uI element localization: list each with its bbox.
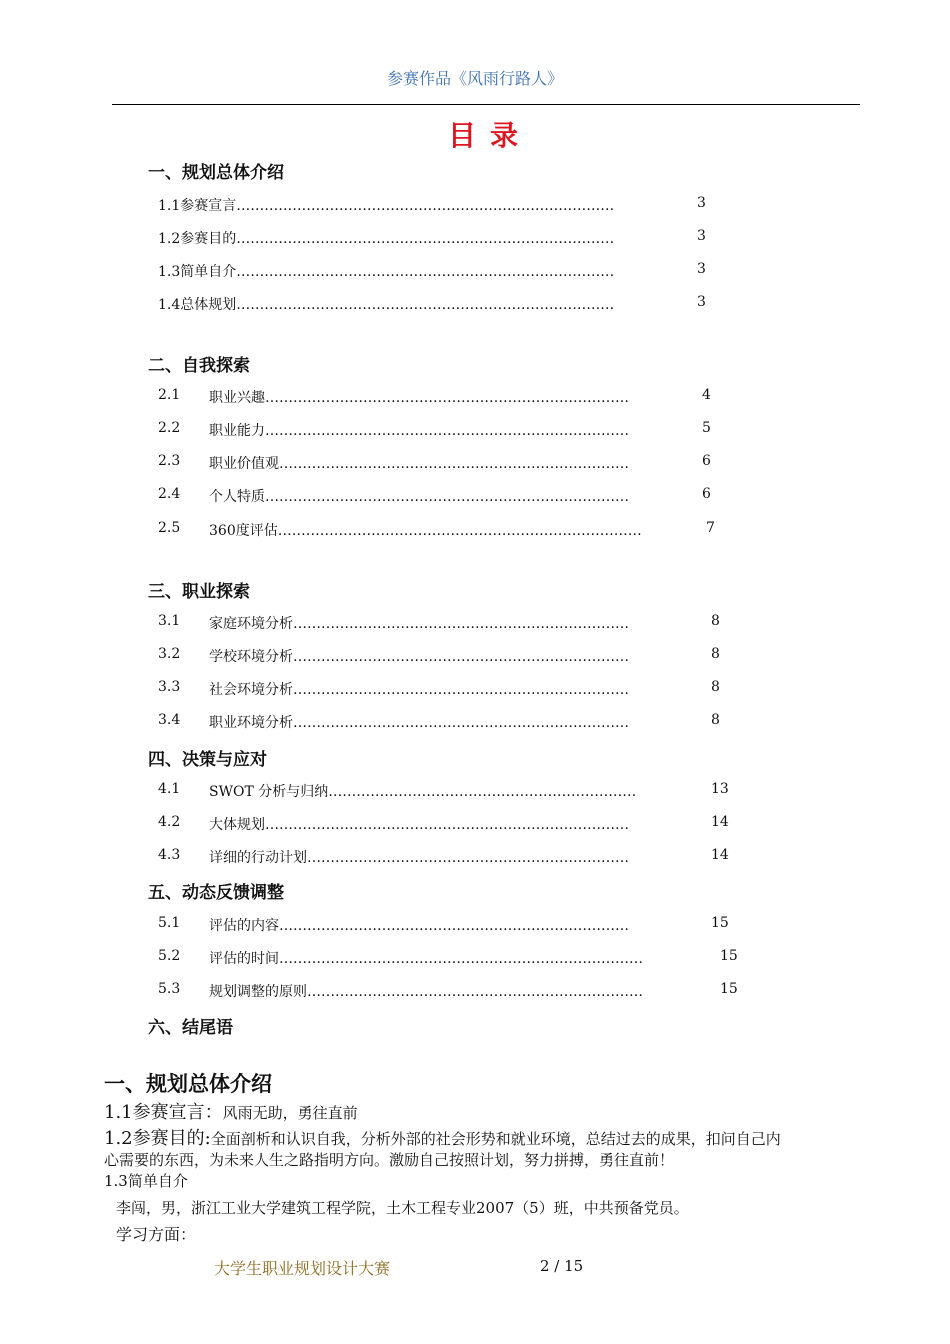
toc-entry-number: 2.5 [158,520,181,536]
toc-title: 目录 [447,119,532,152]
footer-page-number: 2 / 15 [540,1257,584,1275]
toc-section-heading: 三、职业探索 [148,582,250,602]
header-divider [112,104,860,105]
toc-entry-label[interactable]: 规划调整的原则……………………………………………………………… [209,984,643,1000]
toc-entry-label[interactable]: 学校环境分析……………………………………………………………… [209,649,629,665]
toc-entry-number: 2.2 [158,420,181,436]
toc-entry-label[interactable]: 职业能力…………………………………………………………………… [209,423,629,439]
toc-entry-label[interactable]: 1.1参赛宣言……………………………………………………………………… [158,198,615,214]
section-1-2-text-cont: 心需要的东西，为未来人生之路指明方向。激励自己按照计划，努力拼搏，勇往直前！ [104,1151,675,1169]
toc-entry-label[interactable]: 评估的时间…………………………………………………………………… [209,951,643,967]
section-1-1-label: 1.1参赛宣言： [104,1102,223,1123]
toc-entry-label[interactable]: 1.4总体规划……………………………………………………………………… [158,297,615,313]
study-heading: 学习方面： [116,1225,197,1244]
footer-contest-name: 大学生职业规划设计大赛 [214,1259,391,1278]
toc-entry-label[interactable]: 家庭环境分析……………………………………………………………… [209,616,629,632]
section-1-2-text: 全面剖析和认识自我，分析外部的社会形势和就业环境，总结过去的成果，扣问自己内 [210,1130,781,1148]
section-1-3-text: 李闯，男，浙江工业大学建筑工程学院，土木工程专业2007（5）班，中共预备党员。 [116,1199,689,1217]
toc-section-heading: 六、结尾语 [148,1018,233,1038]
section-1-3-label: 1.3简单自介 [104,1172,188,1190]
toc-section-heading: 五、动态反馈调整 [148,883,284,903]
toc-entry-number: 5.3 [158,981,181,997]
toc-entry-page: 7 [706,520,715,536]
toc-entry-label[interactable]: 详细的行动计划…………………………………………………………… [209,850,629,866]
toc-entry-number: 2.1 [158,387,181,403]
toc-entry-number: 5.1 [158,915,181,931]
toc-entry-page: 15 [720,948,738,964]
toc-entry-number: 4.3 [158,847,181,863]
toc-entry-label[interactable]: 个人特质…………………………………………………………………… [209,489,629,505]
toc-section-heading: 二、自我探索 [148,356,250,376]
toc-entry-number: 2.3 [158,453,181,469]
toc-entry-page: 13 [711,781,729,797]
toc-entry-label[interactable]: SWOT 分析与归纳………………………………………………………… [209,784,637,800]
toc-entry-label[interactable]: 360度评估…………………………………………………………………… [209,523,642,539]
toc-entry-page: 6 [702,486,711,502]
toc-entry-page: 3 [697,195,706,211]
toc-entry-page: 14 [711,847,729,863]
toc-section-heading: 四、决策与应对 [148,750,267,770]
toc-entry-label[interactable]: 职业环境分析……………………………………………………………… [209,715,629,731]
toc-entry-number: 4.1 [158,781,181,797]
toc-entry-page: 8 [711,712,720,728]
toc-entry-page: 5 [702,420,711,436]
toc-entry-label[interactable]: 职业价值观………………………………………………………………… [209,456,629,472]
toc-entry-page: 8 [711,613,720,629]
page-header-title: 参赛作品《风雨行路人》 [386,69,563,88]
toc-entry-page: 3 [697,294,706,310]
toc-entry-label[interactable]: 社会环境分析……………………………………………………………… [209,682,629,698]
toc-entry-page: 4 [702,387,711,403]
toc-entry-label[interactable]: 1.2参赛目的……………………………………………………………………… [158,231,615,247]
toc-entry-label[interactable]: 1.3简单自介……………………………………………………………………… [158,264,615,280]
body-heading: 一、规划总体介绍 [104,1072,272,1096]
toc-section-heading: 一、规划总体介绍 [148,163,284,183]
toc-entry-number: 5.2 [158,948,181,964]
toc-entry-page: 15 [720,981,738,997]
toc-entry-number: 4.2 [158,814,181,830]
toc-entry-label[interactable]: 职业兴趣…………………………………………………………………… [209,390,629,406]
toc-entry-page: 15 [711,915,729,931]
toc-entry-page: 8 [711,646,720,662]
toc-entry-number: 3.2 [158,646,181,662]
toc-entry-page: 14 [711,814,729,830]
toc-entry-label[interactable]: 大体规划…………………………………………………………………… [209,817,629,833]
toc-entry-page: 3 [697,261,706,277]
toc-entry-page: 8 [711,679,720,695]
toc-entry-number: 3.3 [158,679,181,695]
toc-entry-number: 3.4 [158,712,181,728]
toc-entry-page: 6 [702,453,711,469]
toc-entry-label[interactable]: 评估的内容………………………………………………………………… [209,918,629,934]
section-1-2-label: 1.2参赛目的: [104,1128,211,1149]
section-1-1-text: 风雨无助，勇往直前 [222,1104,358,1122]
toc-entry-number: 3.1 [158,613,181,629]
toc-entry-number: 2.4 [158,486,181,502]
toc-entry-page: 3 [697,228,706,244]
